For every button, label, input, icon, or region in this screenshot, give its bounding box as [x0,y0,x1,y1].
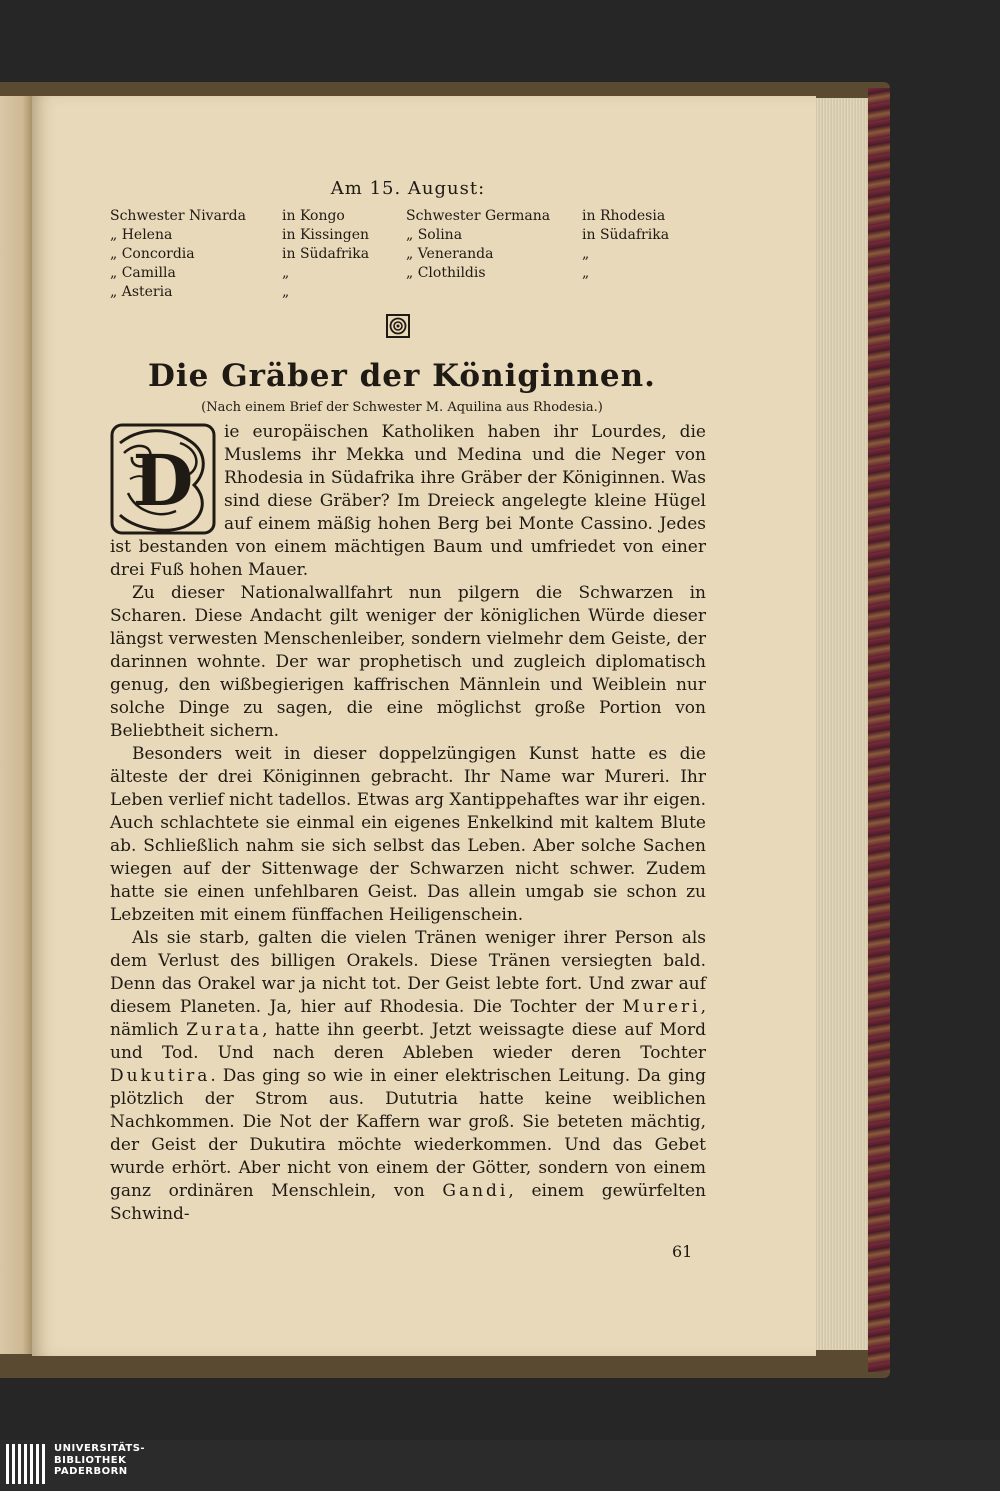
decorative-initial-icon [110,423,216,535]
paragraph-4-text: . Das ging so wie in einer elektrischen Leitung. Da ging plötzlich der Strom aus. Dututria hatte keine weiblichen Nachkommen. Die Not der Kaffern war groß. Sie beteten mächtig, der Geist der Dukutira möchte wiederkommen. Und das Gebet wurde erhört. Aber nicht von einem der Götter, sondern von einem ganz ordinären Menschlein, von [110,1066,706,1201]
paragraph-1-text: ie europäischen Katholiken haben ihr Lourdes, die Muslems ihr Mekka und Medina und die Neger von Rhodesia in Südafrika ihre Gräber der Königinnen. Was sind diese Gräber? Im Dreieck angelegte kleine Hügel auf einem mäßig hohen Berg bei Monte Cassino. Jedes ist bestanden von einem mächtigen Baum und umfriedet von einer drei Fuß hohen Mauer. [110,422,706,580]
date-heading: Am 15. August: [330,178,486,199]
article-title: Die Gräber der Königinnen. [148,358,656,394]
table-cell: in Kissingen [282,227,370,243]
table-cell: „ Camilla [110,265,176,281]
table-cell: „ [282,265,290,281]
table-cell: „ Asteria [110,284,173,300]
table-cell: „ [282,284,290,300]
left-page-edge [0,96,32,1354]
footer-bar [0,1440,1000,1491]
table-cell: „ Helena [110,227,173,243]
paragraph-2: Zu dieser Nationalwallfahrt nun pilgern die Schwarzen in Scharen. Diese Andacht gilt weniger der königlichen Würde dieser längst verwesten Menschenleiber, sondern vielmehr dem Geiste, der darinnen wohnte. Der war prophetisch und zugleich diplomatisch genug, den wißbegierigen kaffrischen Männlein und Weiblein nur solche Dinge zu sagen, die eine möglichst große Portion von Beliebtheit sichern. [110,583,706,741]
sisters-table [110,207,706,302]
table-cell: in Südafrika [282,246,370,262]
page-number: 61 [672,1242,693,1261]
logo-line: UNIVERSITÄTS- [54,1443,146,1454]
table-cell: „ Concordia [110,246,195,262]
table-cell: „ Clothildis [406,265,486,281]
marbled-cover-edge [868,88,890,1372]
paragraph-4-text: , nämlich [110,997,706,1040]
table-cell: „ Solina [406,227,463,243]
logo-line: PADERBORN [54,1466,128,1477]
ornament-icon [386,314,410,338]
table-cell [406,283,582,302]
name-zurata: Zurata [186,1020,263,1040]
table-cell: „ [582,246,590,262]
paragraph-4-text: , hatte ihn geerbt. Jetzt weissagte diese auf Mord und Tod. Und nach deren Ableben wieder deren Tochter [110,1020,706,1063]
table-cell [582,283,706,302]
name-dukutira: Dukutira [110,1066,211,1086]
name-gandi: Gandi [442,1181,509,1201]
article-subtitle: (Nach einem Brief der Schwester M. Aquilina aus Rhodesia.) [201,400,603,415]
table-cell: in Rhodesia [582,208,666,224]
table-cell: „ Veneranda [406,246,494,262]
paragraph-4-text: , einem gewürfelten Schwind- [110,1181,706,1224]
paragraph-4-text: Als sie starb, galten die vielen Tränen weniger ihrer Person als dem Verlust des billigen Orakels. Diese Tränen versiegten bald. Denn das Orakel war ja nicht tot. Der Geist lebte fort. Und zwar auf diesem Planeten. Ja, hier auf Rhodesia. Die Tochter der [110,928,706,1017]
library-logo-icon [6,1444,50,1484]
dropcap-letter: D [132,439,194,522]
name-mureri: Mureri [622,997,701,1017]
page-content [110,178,706,1226]
table-cell: Schwester Germana [406,208,551,224]
logo-line: BIBLIOTHEK [54,1454,127,1466]
library-logo-text [54,1443,145,1478]
paragraph-1 [110,421,706,582]
book-page [32,96,816,1356]
page-edges [812,98,868,1350]
table-cell: Schwester Nivarda [110,208,246,224]
table-cell: in Kongo [282,208,345,224]
paragraph-3: Besonders weit in dieser doppelzüngigen Kunst hatte es die älteste der drei Königinnen gebracht. Ihr Name war Mureri. Ihr Leben verlief nicht tadellos. Etwas arg Xantippehaftes war ihr eigen. Auch schlachtete sie einmal ein eigenes Enkelkind mit kaltem Blute ab. Schließlich nahm sie sich selbst das Leben. Aber solche Sachen wiegen auf der Sittenwage der Schwarzen nicht schwer. Zudem hatte sie einen unfehlbaren Geist. Das allein umgab sie schon zu Lebzeiten mit einem fünffachen Heiligenschein. [110,744,706,925]
table-cell: „ [582,265,590,281]
paragraph-4 [110,927,706,1226]
table-cell: in Südafrika [582,227,670,243]
